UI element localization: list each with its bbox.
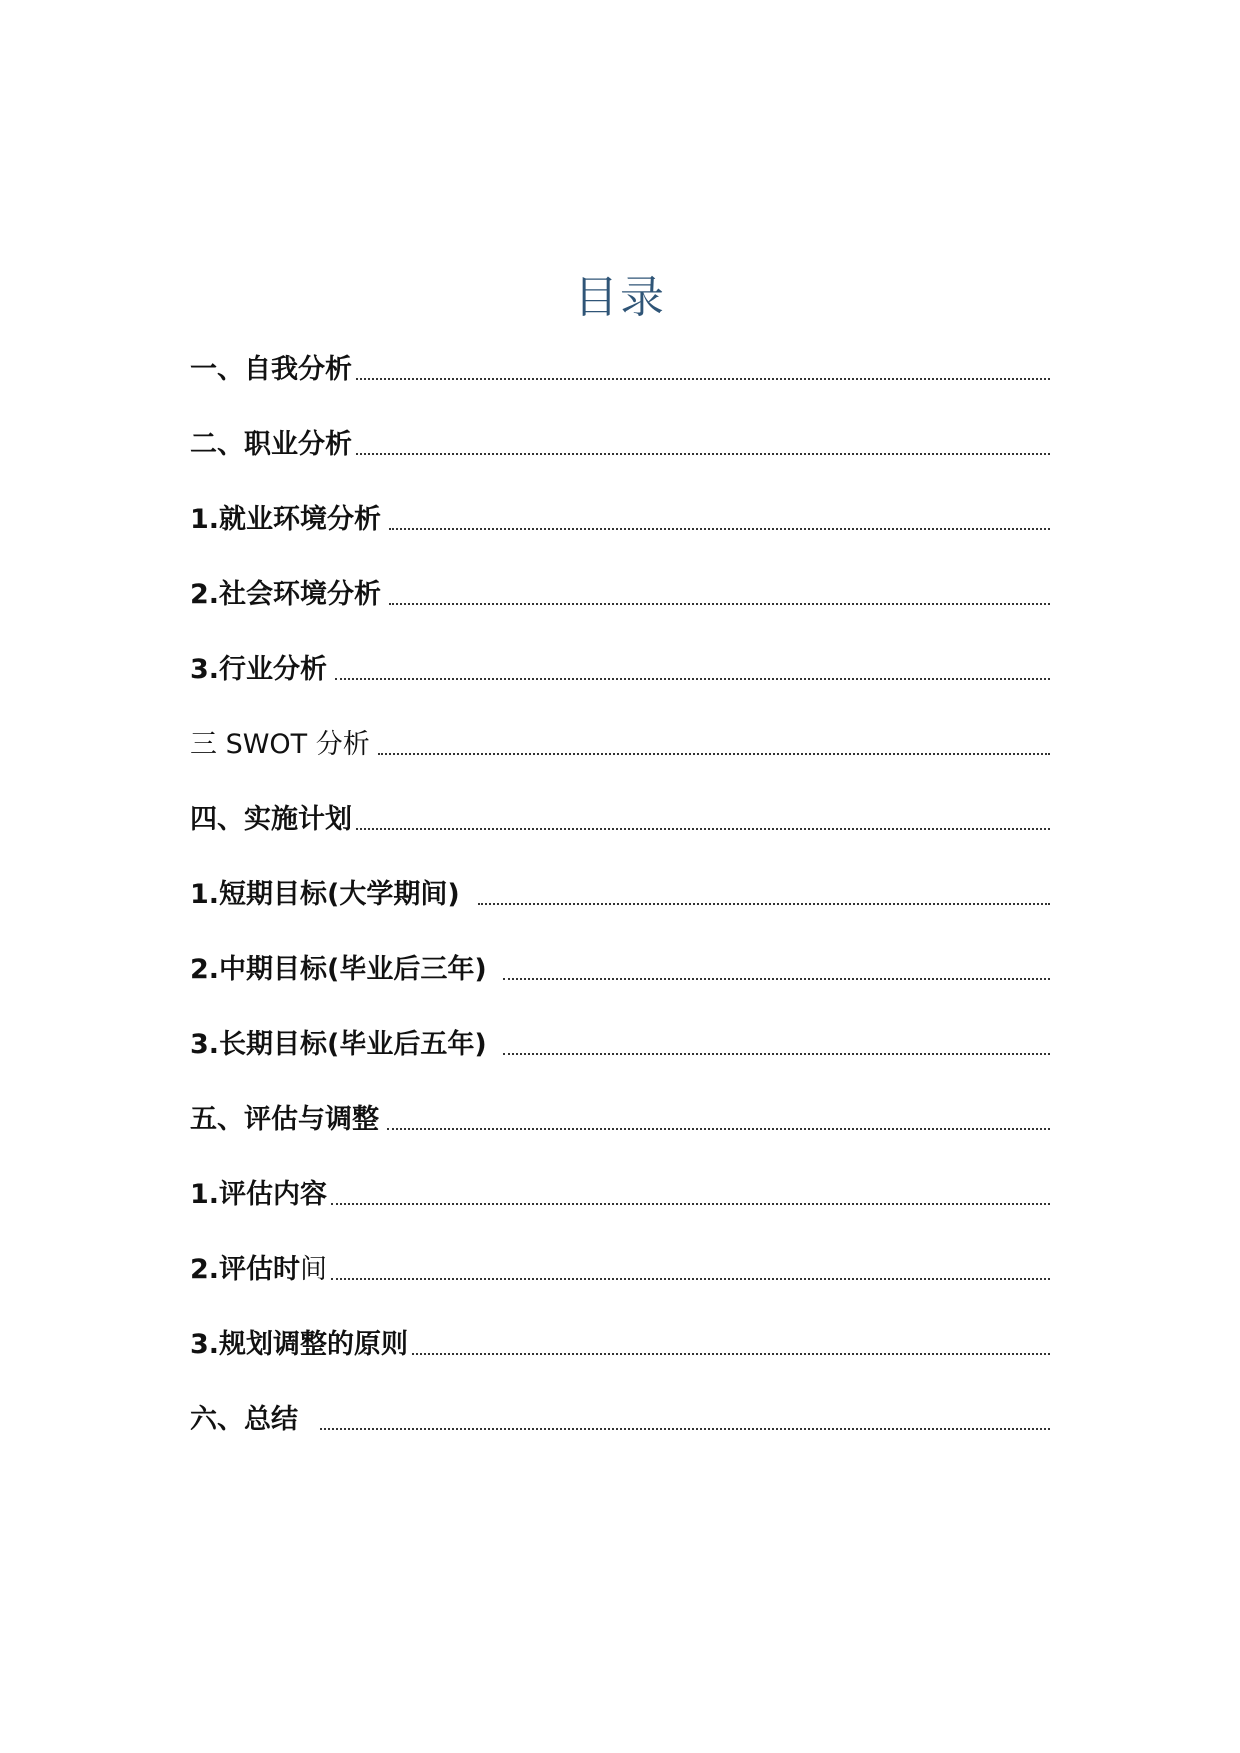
toc-entry-evaluation-adjustment[interactable] [190, 1090, 1050, 1138]
toc-dot-leader [503, 978, 1050, 980]
toc-entry-label: 1.就业环境分析 [190, 504, 382, 535]
toc-entry-evaluation-content[interactable] [190, 1165, 1050, 1213]
toc-entry-label: 四、实施计划 [190, 804, 352, 835]
toc-dot-leader [389, 528, 1050, 530]
toc-dot-leader [331, 1203, 1050, 1205]
toc-dot-leader [356, 828, 1050, 830]
toc-dot-leader [378, 753, 1050, 755]
toc-dot-leader [503, 1053, 1050, 1055]
toc-entry-label: 3.长期目标(毕业后五年) [190, 1029, 487, 1060]
toc-dot-leader [387, 1128, 1050, 1130]
toc-entry-social-environment[interactable] [190, 565, 1050, 613]
toc-entry-label: 五、评估与调整 [190, 1104, 379, 1135]
toc-entry-label-main: 2.评估时 [190, 1254, 301, 1285]
toc-entry-label: 2.社会环境分析 [190, 579, 382, 610]
toc-entry-short-term-goal[interactable] [190, 865, 1050, 913]
toc-entry-self-analysis[interactable] [190, 340, 1050, 388]
toc-entry-label-suffix: 间 [300, 1254, 328, 1285]
toc-entry-label: 三 SWOT 分析 [190, 729, 370, 760]
toc-entry-summary[interactable] [190, 1390, 1050, 1438]
toc-entry-label [190, 1252, 327, 1288]
toc-dot-leader [412, 1353, 1050, 1355]
toc-entry-label: 六、总结 [190, 1404, 298, 1435]
toc-entry-label: 一、自我分析 [190, 354, 352, 385]
toc-dot-leader [356, 453, 1050, 455]
toc-entry-mid-term-goal[interactable] [190, 940, 1050, 988]
toc-dot-leader [331, 1278, 1050, 1280]
toc-entry-implementation-plan[interactable] [190, 790, 1050, 838]
toc-entry-label: 二、职业分析 [190, 429, 352, 460]
toc-entry-adjustment-principles[interactable] [190, 1315, 1050, 1363]
toc-dot-leader [356, 378, 1050, 380]
toc-entry-industry-analysis[interactable] [190, 640, 1050, 688]
toc-title: 目录 [574, 272, 666, 323]
toc-dot-leader [478, 903, 1050, 905]
toc-entry-employment-environment[interactable] [190, 490, 1050, 538]
toc-entry-evaluation-time[interactable] [190, 1240, 1050, 1288]
toc-entry-label: 3.规划调整的原则 [190, 1329, 409, 1360]
toc-dot-leader [389, 603, 1050, 605]
toc-entry-long-term-goal[interactable] [190, 1015, 1050, 1063]
toc-entry-label: 1.短期目标(大学期间) [190, 879, 460, 910]
toc-entry-career-analysis[interactable] [190, 415, 1050, 463]
toc-entry-label: 1.评估内容 [190, 1179, 328, 1210]
toc-dot-leader [335, 678, 1050, 680]
toc-entry-swot-analysis[interactable] [190, 715, 1050, 763]
toc-dot-leader [320, 1428, 1050, 1430]
toc-entry-label: 3.行业分析 [190, 654, 328, 685]
toc-entry-label: 2.中期目标(毕业后三年) [190, 954, 487, 985]
